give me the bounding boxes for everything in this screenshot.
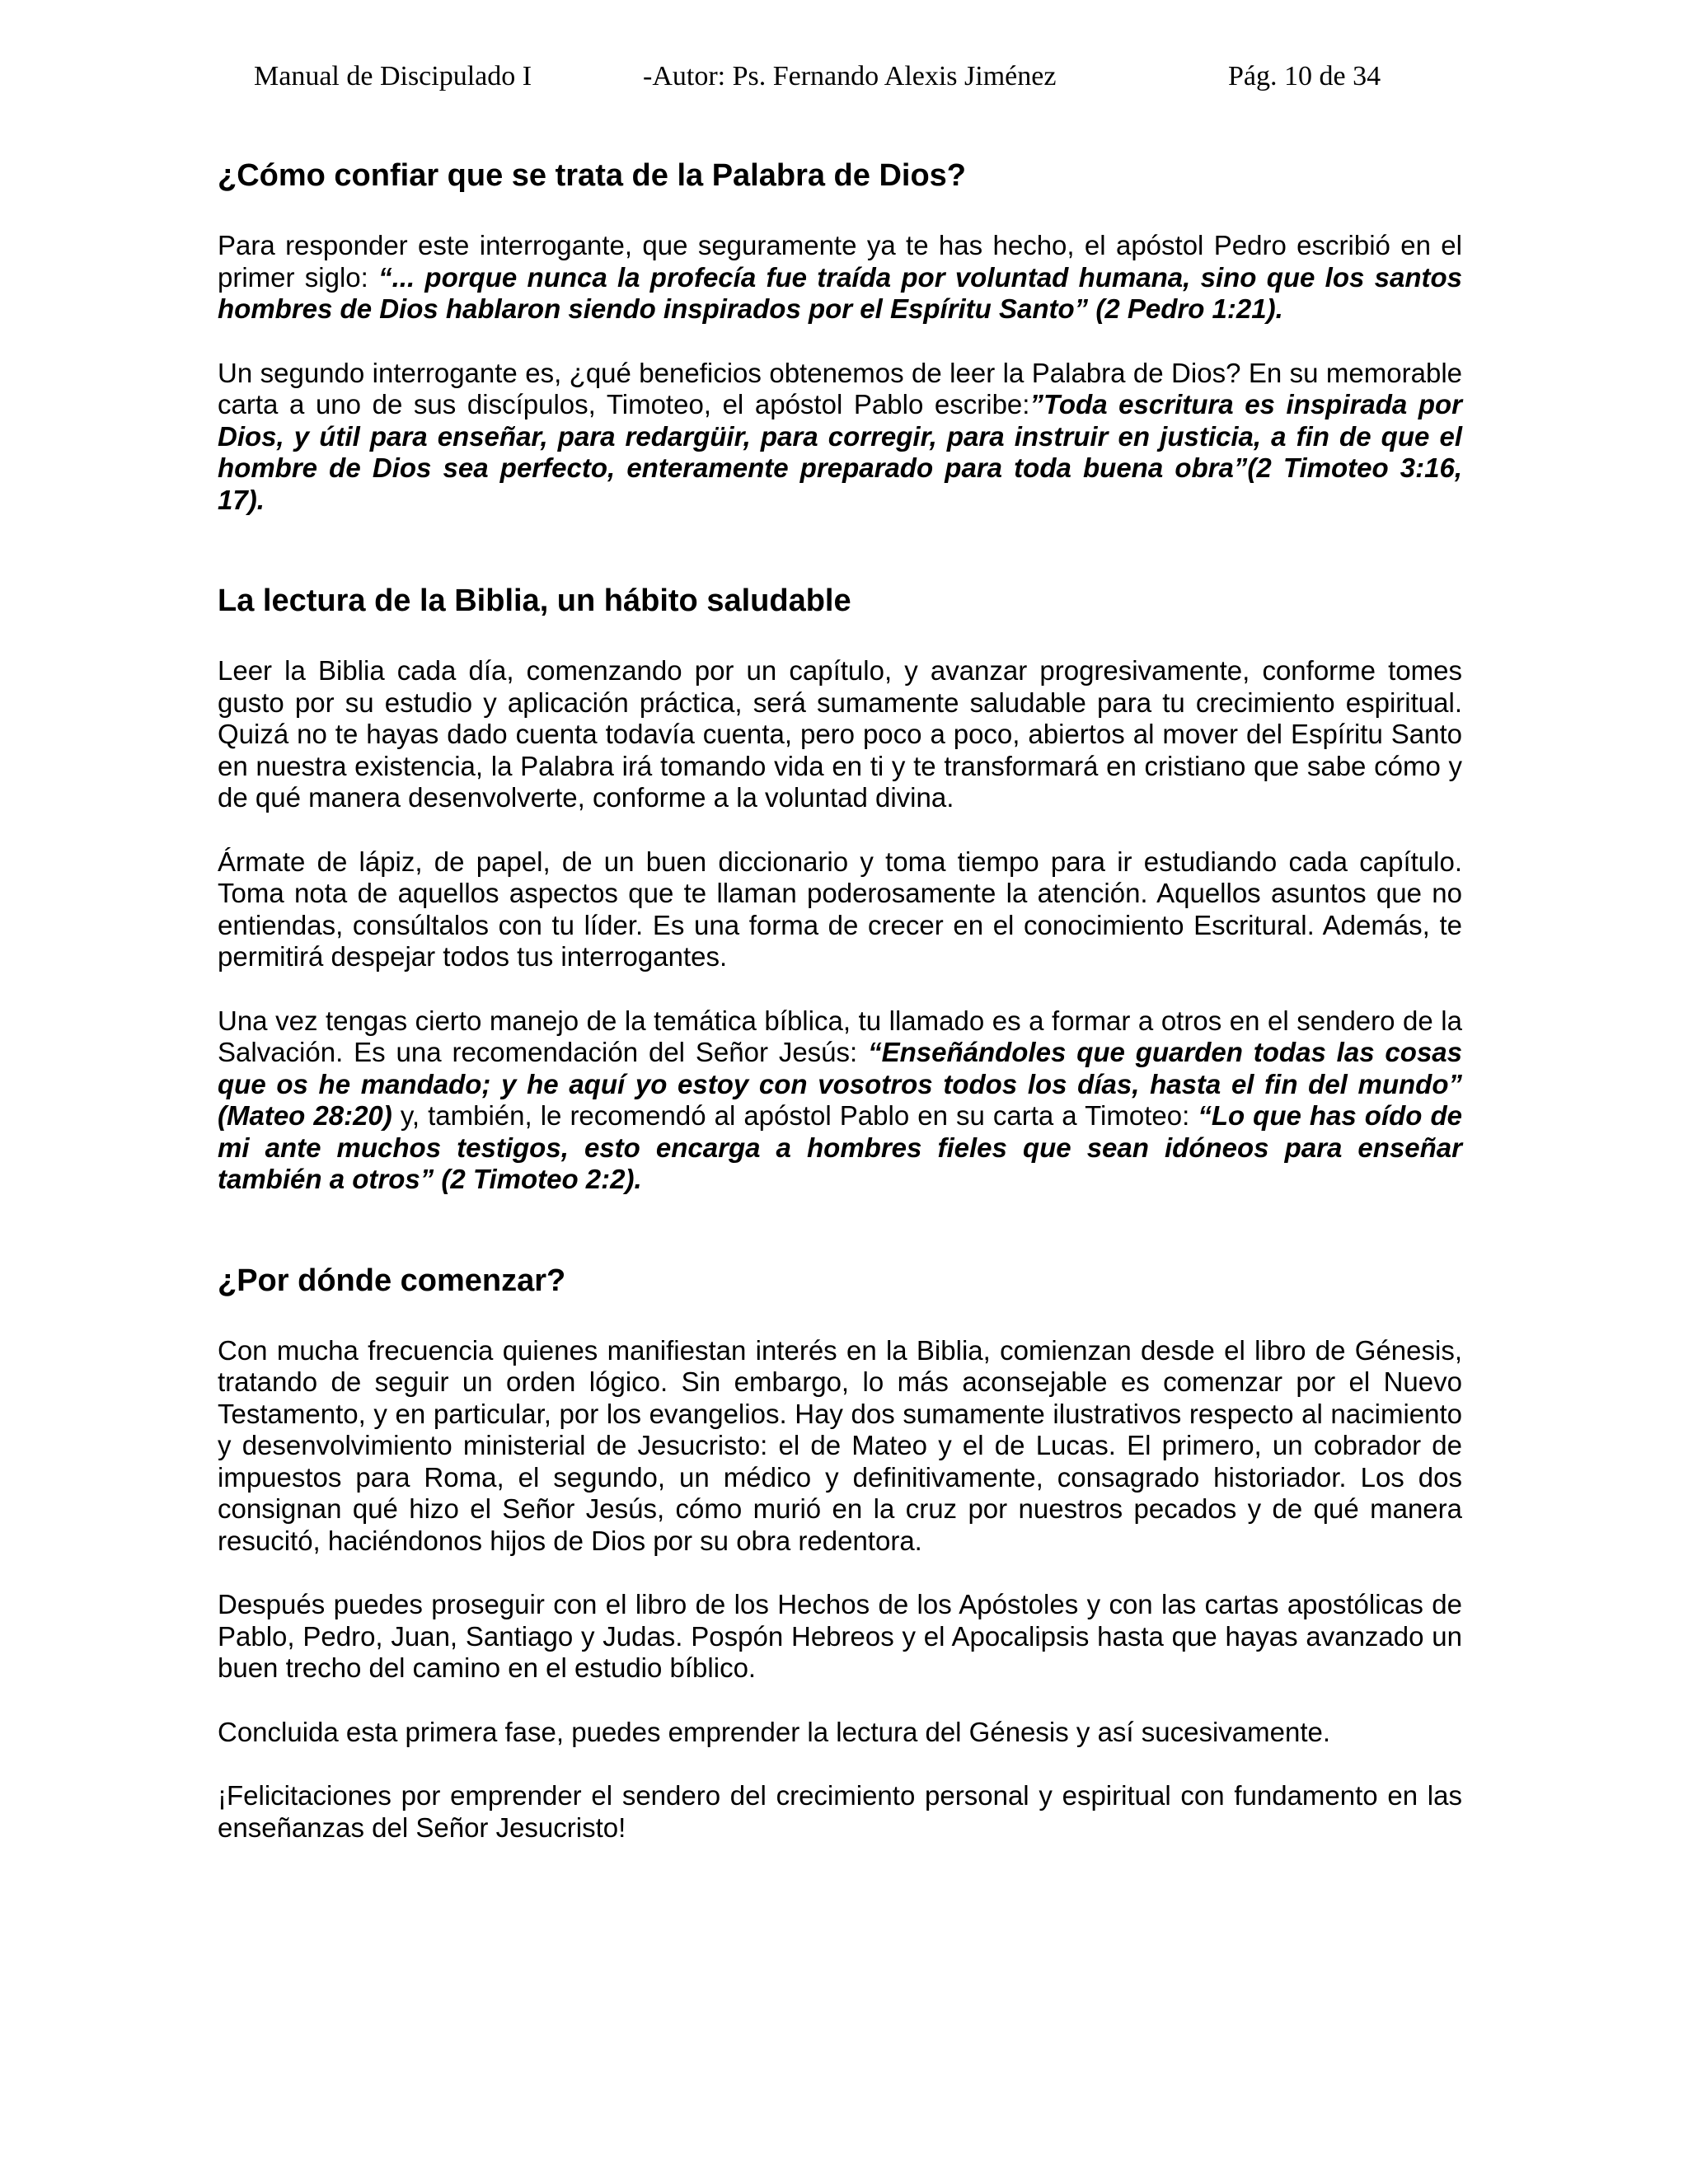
header-page-number: Pág. 10 de 34 — [1228, 61, 1381, 91]
document-body — [218, 155, 1462, 1844]
paragraph-genesis: Concluida esta primera fase, puedes emprender la lectura del Génesis y así sucesivamente. — [218, 1716, 1331, 1747]
paragraph-armate: Ármate de lápiz, de papel, de un buen diccionario y toma tiempo para ir estudiando cada capítulo. Toma nota de aquellos aspectos que te llaman poderosamente la atención. Aquellos asuntos que no entiendas, consúltalos con tu líder. Es una forma de crecer en el conocimiento Escritural. Además, te permitirá despejar todos tus interrogantes. — [218, 846, 1462, 972]
heading-lectura-biblia: La lectura de la Biblia, un hábito saludable — [218, 583, 851, 618]
paragraph-felicitaciones: ¡Felicitaciones por emprender el sendero del crecimiento personal y espiritual con fundamento en las enseñanzas del Señor Jesucristo! — [218, 1780, 1462, 1843]
paragraph-timoteo — [218, 358, 1462, 517]
paragraph-hechos: Después puedes proseguir con el libro de los Hechos de los Apóstoles y con las cartas apostólicas de Pablo, Pedro, Juan, Santiago y Judas. Pospón Hebreos y el Apocalipsis hasta que hayas avanzado un buen trecho del camino en el estudio bíblico. — [218, 1589, 1462, 1683]
page-header — [0, 56, 1688, 97]
header-manual-title: Manual de Discipulado I — [254, 61, 532, 91]
paragraph-text: Un segundo interrogante es, ¿qué beneficios obtenemos de leer la Palabra de Dios? En su memorable carta a uno de sus discípulos, Timoteo, el apóstol Pablo escribe: — [218, 357, 1462, 419]
bible-quote: “Enseñándoles que guarden todas las cosas que os he mandado; y he aquí yo estoy con vosotros todos los días, hasta el fin del mundo” (Mateo 28:20) — [218, 1037, 1462, 1131]
paragraph-text: y, también, le recomendó al apóstol Pablo en su carta a Timoteo: — [392, 1100, 1198, 1131]
bible-quote: “... porque nunca la profecía fue traída por voluntad humana, sino que los santos hombres de Dios hablaron siendo inspirados por el Espíritu Santo” (2 Pedro 1:21). — [218, 261, 1462, 324]
paragraph-pedro — [218, 230, 1462, 326]
paragraph-text: Para responder este interrogante, que seguramente ya te has hecho, el apóstol Pedro escribió en el primer siglo: — [218, 230, 1462, 293]
paragraph-leer-biblia: Leer la Biblia cada día, comenzando por un capítulo, y avanzar progresivamente, conforme tomes gusto por su estudio y aplicación práctica, será sumamente saludable para tu crecimiento espiritual. Quizá no te hayas dado cuenta todavía cuenta, pero poco a poco, abiertos al mover del Espíritu Santo en nuestra existencia, la Palabra irá tomando vida en ti y te transformará en cristiano que sabe cómo y de qué manera desenvolverte, conforme a la voluntad divina. — [218, 655, 1462, 813]
paragraph-formar-otros — [218, 1005, 1462, 1196]
header-author: -Autor: Ps. Fernando Alexis Jiménez — [643, 61, 1057, 91]
heading-por-donde-comenzar: ¿Por dónde comenzar? — [218, 1263, 566, 1298]
bible-quote: “Lo que has oído de mi ante muchos testigos, esto encarga a hombres fieles que sean idóneos para enseñar también a otros” (2 Timoteo 2:2). — [218, 1100, 1463, 1194]
bible-quote: ”Toda escritura es inspirada por Dios, y útil para enseñar, para redargüir, para corregir, para instruir en justicia, a fin de que el hombre de Dios sea perfecto, enteramente preparado para toda buena obra”(2 Timoteo 3:16, 17). — [218, 389, 1462, 515]
paragraph-text: Una vez tengas cierto manejo de la temática bíblica, tu llamado es a formar a otros en el sendero de la Salvación. Es una recomendación del Señor Jesús: — [218, 1005, 1462, 1067]
heading-palabra-de-dios: ¿Cómo confiar que se trata de la Palabra de Dios? — [218, 158, 967, 193]
paragraph-evangelios: Con mucha frecuencia quienes manifiestan interés en la Biblia, comienzan desde el libro de Génesis, tratando de seguir un orden lógico. Sin embargo, lo más aconsejable es comenzar por el Nuevo Testamento, y en particular, por los evangelios. Hay dos sumamente ilustrativos respecto al nacimiento y desenvolvimiento ministerial de Jesucristo: el de Mateo y el de Lucas. El primero, un cobrador de impuestos para Roma, el segundo, un médico y definitivamente, consagrado historiador. Los dos consignan qué hizo el Señor Jesús, cómo murió en la cruz por nuestros pecados y de qué manera resucitó, haciéndonos hijos de Dios por su obra redentora. — [218, 1334, 1462, 1556]
